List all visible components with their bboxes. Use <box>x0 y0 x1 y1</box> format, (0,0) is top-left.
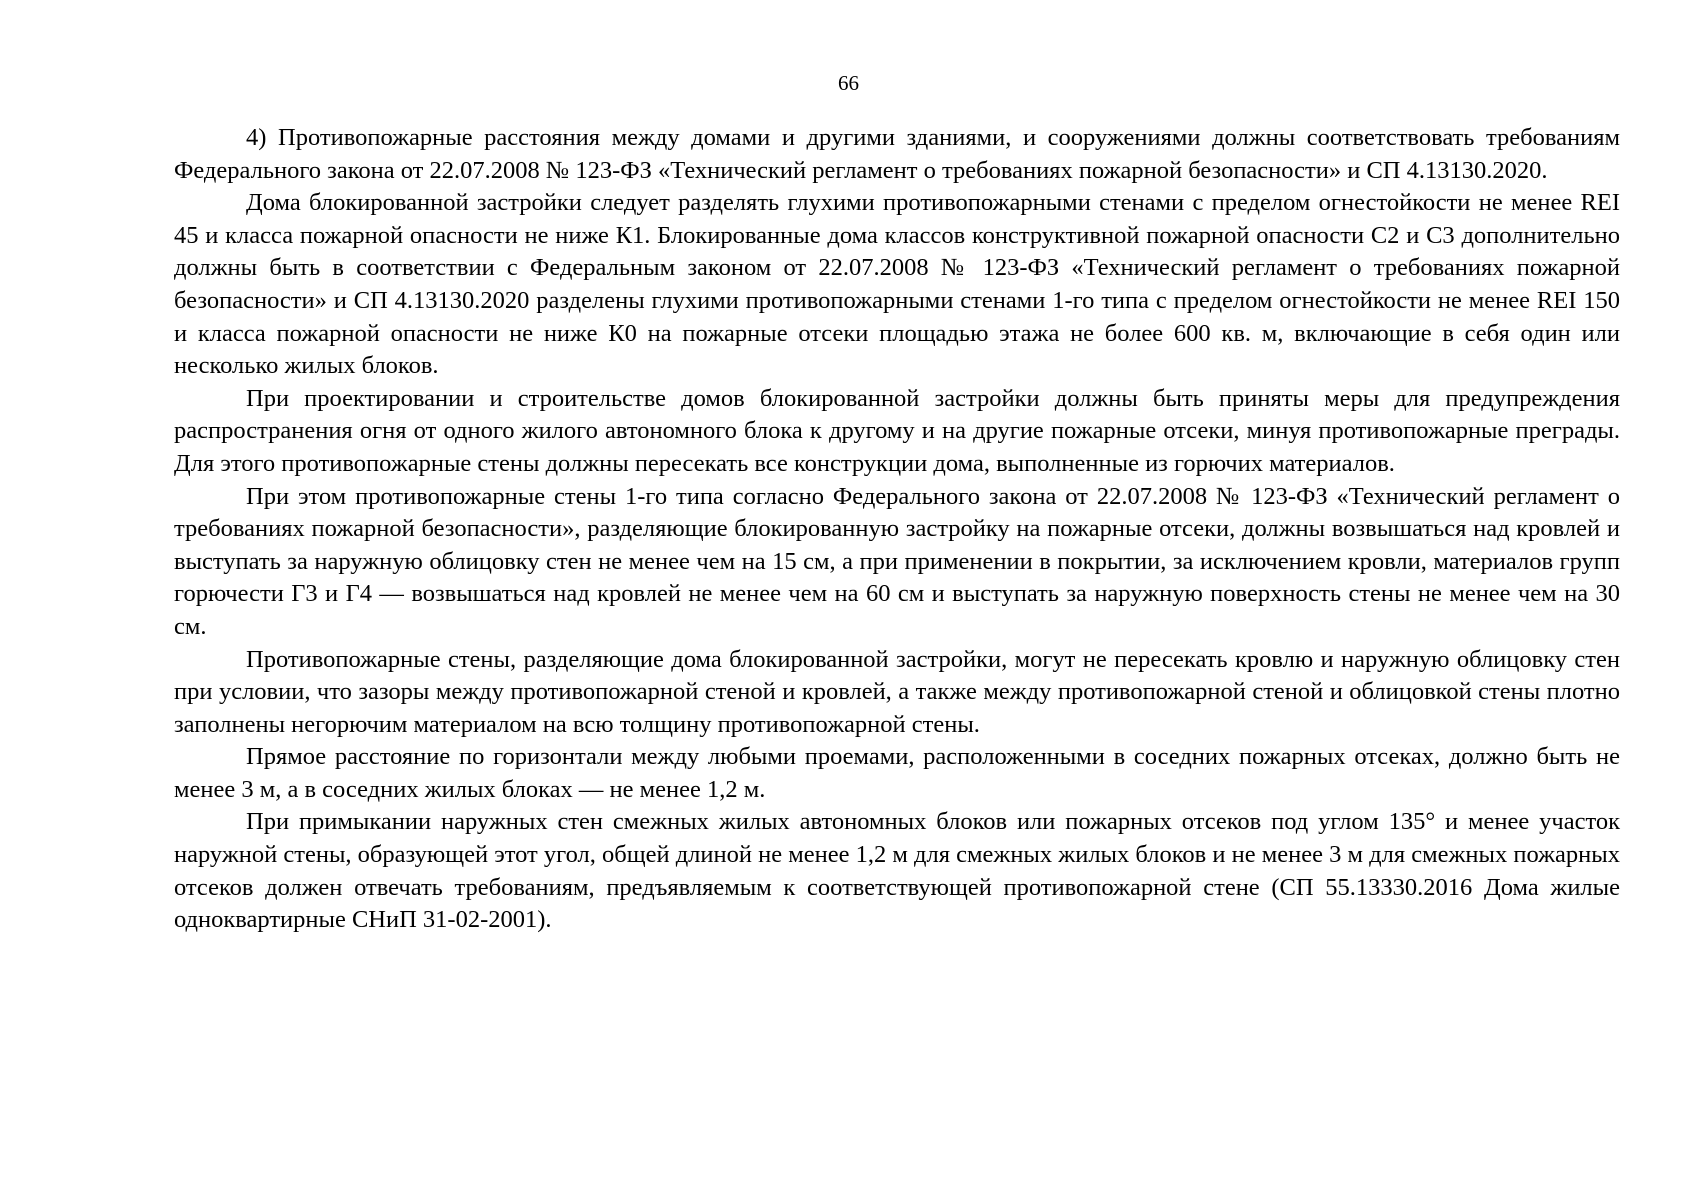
document-body <box>174 122 1620 937</box>
paragraph-opening-distance: Прямое расстояние по горизонтали между любыми проемами, расположенными в соседних пожарных отсеках, должно быть не менее 3 м, а в соседних жилых блоках — не менее 1,2 м. <box>174 743 1620 803</box>
paragraph-blocked-houses-walls: Дома блокированной застройки следует разделять глухими противопожарными стенами с пределом огнестойкости не менее REI 45 и класса пожарной опасности не ниже К1. Блокированные дома классов конструктивной пожарной опасности С2 и С3 дополнительно должны быть в соответствии с Федеральным законом от 22.07.2008 № 123-ФЗ «Технический регламент о требованиях пожарной безопасности» и СП 4.13130.2020 разделены глухими противопожарными стенами 1-го типа с пределом огнестойкости не менее REI 150 и класса пожарной опасности не ниже К0 на пожарные отсеки площадью этажа не более 600 кв. м, включающие в себя один или несколько жилых блоков. <box>174 189 1620 380</box>
paragraph-fire-distances: 4) Противопожарные расстояния между домами и другими зданиями, и сооружениями должны соответствовать требованиям Федерального закона от 22.07.2008 № 123-ФЗ «Технический регламент о требованиях пожарной безопасности» и СП 4.13130.2020. <box>174 124 1620 184</box>
paragraph-fire-spread-prevention: При проектировании и строительстве домов блокированной застройки должны быть приняты меры для предупреждения распространения огня от одного жилого автономного блока к другому и на другие пожарные отсеки, минуя противопожарные преграды. Для этого противопожарные стены должны пересекать все конструкции дома, выполненные из горючих материалов. <box>174 384 1620 477</box>
paragraph-roof-gaps: Противопожарные стены, разделяющие дома блокированной застройки, могут не пересекать кровлю и наружную облицовку стен при условии, что зазоры между противопожарной стеной и кровлей, а также между противопожарной стеной и облицовкой стены плотно заполнены негорючим материалом на всю толщину противопожарной стены. <box>174 645 1620 738</box>
page-number: 66 <box>838 71 859 95</box>
paragraph-wall-angle: При примыкании наружных стен смежных жилых автономных блоков или пожарных отсеков под углом 135° и менее участок наружной стены, образующей этот угол, общей длиной не менее 1,2 м для смежных жилых блоков и не менее 3 м для смежных пожарных отсеков должен отвечать требованиям, предъявляемым к соответствующей противопожарной стене (СП 55.13330.2016 Дома жилые одноквартирные СНиП 31-02-2001). <box>174 808 1620 934</box>
paragraph-wall-elevation: При этом противопожарные стены 1-го типа согласно Федерального закона от 22.07.2008 № 123-ФЗ «Технический регламент о требованиях пожарной безопасности», разделяющие блокированную застройку на пожарные отсеки, должны возвышаться над кровлей и выступать за наружную облицовку стен не менее чем на 15 см, а при применении в покрытии, за исключением кровли, материалов групп горючести Г3 и Г4 — возвышаться над кровлей не менее чем на 60 см и выступать за наружную поверхность стены не менее чем на 30 см. <box>174 482 1620 640</box>
